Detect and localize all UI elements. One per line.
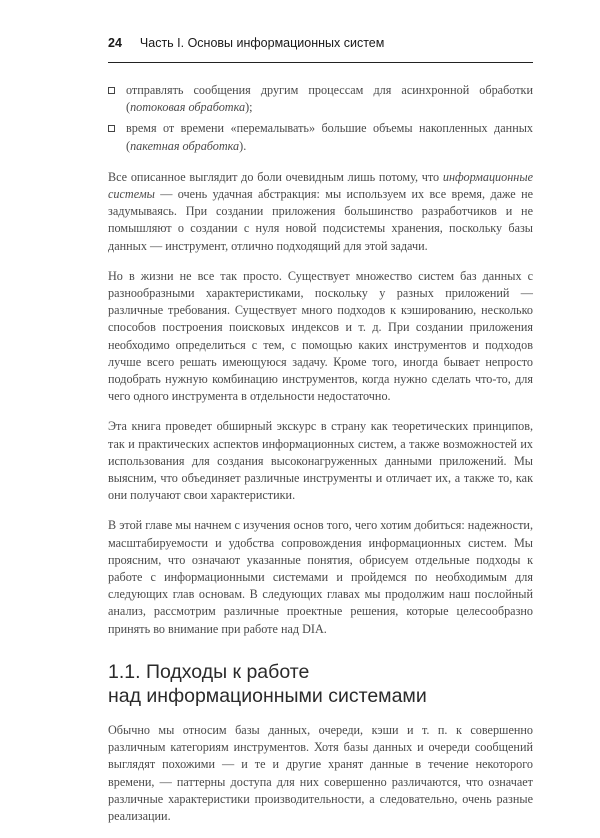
section-heading [108,660,533,708]
list-item [108,82,533,116]
page-content [108,82,533,838]
section-heading-line: над информационными системами [108,684,427,707]
page-number: 24 [108,36,122,50]
bullet-list [108,82,533,155]
paragraph: В этой главе мы начнем с изучения основ того, чего хотим добиться: надежности, масштабируемости и удобства сопровождения информационных систем. Мы проясним, что означают указанные понятия, обрисуем отдельные подходы к работе с информационными системами и пройдемся по необходимым для следующих глав основам. В следующих главах мы продолжим наш послойный анализ, рассмотрим различные проектные решения, которые целесообразно принять во внимание при работе над DIA. [108,518,533,636]
paragraph-text: Все описанное выглядит до боли очевидным лишь потому, что [108,169,443,184]
bullet-text: время от времени «перемалывать» большие объемы накопленных данных ( [126,121,533,153]
page-header [108,36,533,63]
paragraph: Но в жизни не все так просто. Существует множество систем баз данных с разнообразными характеристиками, поскольку у разных приложений — различные требования. Существует много подходов к кэшированию, несколько способов построения поисковых индексов и т. д. При создании приложения необходимо определиться с тем, с помощью каких инструментов и подходов лучше всего решать имеющуюся задачу. Кроме того, иногда бывает непросто подобрать нужную комбинацию инструментов, когда нужно сделать что-то, для чего одного инструмента в отдельности недостаточно. [108,268,533,404]
paragraph-emphasis: информационные системы [108,169,533,202]
checkbox-bullet-icon [108,87,115,94]
bullet-tail: ); [245,100,253,115]
paragraph: Эта книга проведет обширный экскурс в страну как теоретических принципов, так и практических аспектов информационных систем, а также возможностей их использования для создания высоконагруженных данными приложений. Мы выясним, что объединяет различные инструменты и отличает их, а также то, как они получают свои характеристики. [108,419,533,503]
bullet-tail: ). [239,138,247,153]
running-title: Часть I. Основы информационных систем [139,36,385,50]
bullet-text: отправлять сообщения другим процессам для асинхронной обработки ( [126,83,533,115]
list-item [108,120,533,154]
bullet-emphasis: потоковая обработка [130,100,246,115]
paragraph: Обычно мы относим базы данных, очереди, кэши и т. п. к совершенно различным категориям инструментов. Хотя базы данных и очереди сообщений выглядят похожими — и те и другие хранят данные в течение некоторого времени, — паттерны доступа для них совершенно различаются, что означает различные характеристики производительности, а следовательно, очень разные реализации. [108,722,533,823]
bullet-emphasis: пакетная обработка [130,138,240,153]
checkbox-bullet-icon [108,125,115,132]
paragraph-text: — очень удачная абстракция: мы используем их все время, даже не задумываясь. При создании приложения большинство разработчиков и не помышляют о создании с нуля новой подсистемы хранения, поскольку базы данных — инструмент, отлично подходящий для этой задачи. [108,187,533,253]
paragraph [108,169,533,255]
section-heading-line: 1.1. Подходы к работе [108,660,310,683]
